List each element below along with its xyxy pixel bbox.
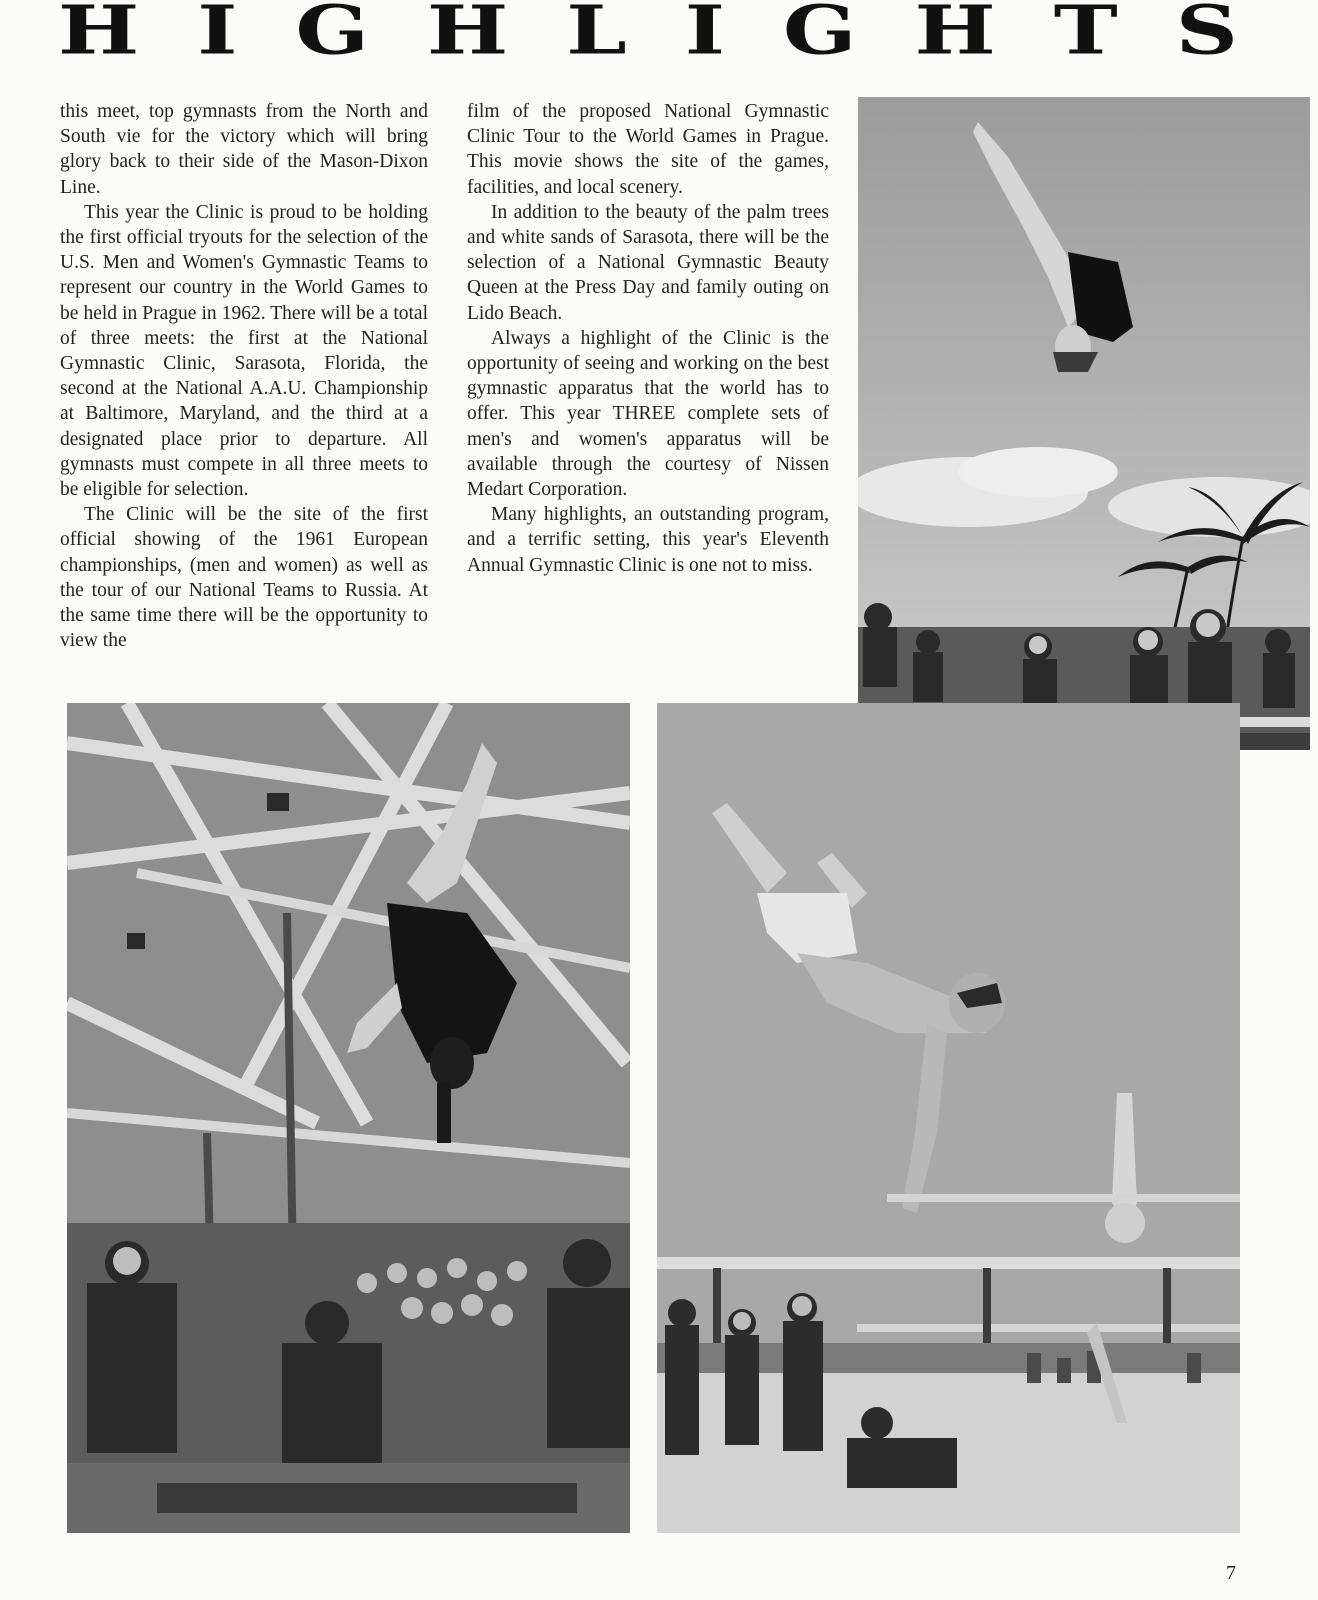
headline-letter: S: [1175, 0, 1238, 70]
headline-letter: T: [1053, 0, 1118, 70]
headline-letter: I: [197, 0, 238, 70]
headline-letter: H: [427, 0, 509, 70]
article-paragraph: this meet, top gymnasts from the North and South vie for the victory which will bring glory back to their side of the Mason-Dixon Line.: [60, 101, 428, 198]
article-paragraph: This year the Clinic is proud to be holding the first official tryouts for the selection of the U.S. Men and Women's Gymnastic Teams to represent our country in the World Games to be held in Prague in 1962. There will be a total of three meets: the first at the National Gymnastic Clinic, Sarasota, Florida, the second at the National A.A.U. Championship at Baltimore, Maryland, and the third at a designated place prior to departure. All gymnasts must compete in all three meets to be eligible for selection.: [60, 201, 428, 501]
article-paragraph: Always a highlight of the Clinic is the opportunity of seeing and working on the best gymnastic apparatus that the world has to offer. This year THREE complete sets of men's and women's apparatus will be available through the courtesy of Nissen Medart Corporation.: [467, 327, 829, 501]
photo-beach-parallel-bars: [657, 703, 1240, 1533]
headline-letter: H: [914, 0, 996, 70]
article-column-left: [60, 99, 428, 653]
photo-gym-uneven-bars: [67, 703, 630, 1533]
headline-letter: I: [684, 0, 725, 70]
page-headline: [58, 0, 1238, 70]
headline-letter: L: [566, 0, 627, 70]
article-paragraph: film of the proposed National Gymnastic Clinic Tour to the World Games in Prague. This movie shows the site of the games, facilities, and local scenery.: [467, 101, 829, 198]
article-paragraph: Many highlights, an outstanding program, and a terrific setting, this year's Eleventh Annual Gymnastic Clinic is one not to miss.: [467, 504, 829, 576]
headline-letter: H: [58, 0, 140, 70]
article-column-right: [467, 99, 829, 578]
article-paragraph: In addition to the beauty of the palm trees and white sands of Sarasota, there will be the selection of a National Gymnastic Beauty Queen at the Press Day and family outing on Lido Beach.: [467, 201, 829, 324]
photo-beach-diver: [858, 97, 1310, 750]
headline-letter: G: [783, 0, 857, 70]
article-paragraph: The Clinic will be the site of the first official showing of the 1961 European championships, (men and women) as well as the tour of our National Teams to Russia. At the same time there will be the opportunity to view the: [60, 504, 428, 652]
headline-letter: G: [295, 0, 369, 70]
page-number: 7: [1226, 1562, 1236, 1584]
